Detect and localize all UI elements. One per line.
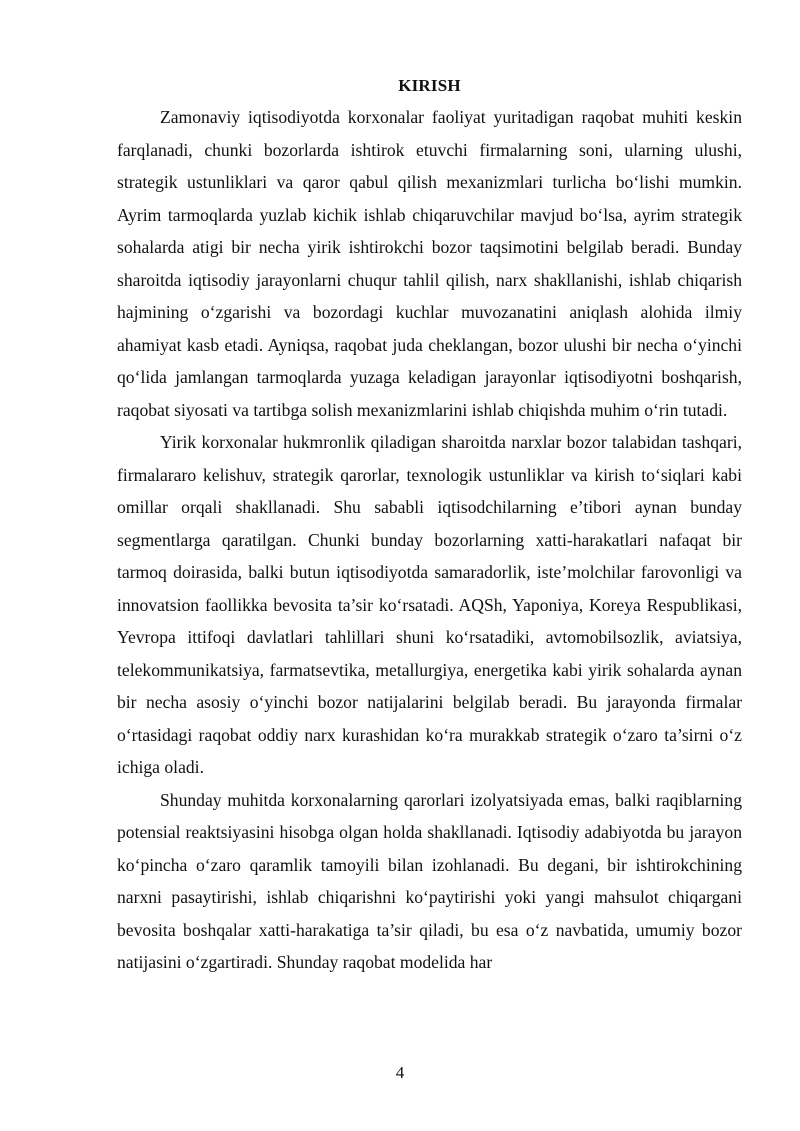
section-heading: KIRISH: [398, 76, 461, 95]
paragraph-3: Shunday muhitda korxonalarning qarorlari izolyatsiyada emas, balki raqiblarning potensial reaktsiyasini hisobga olgan holda shakllanadi. Iqtisodiy adabiyotda bu jarayon ko‘pincha o‘zaro qaramlik tamoyili bilan izohlanadi. Bu degani, bir ishtirokchining narxni pasaytirishi, ishlab chiqarishni ko‘paytirishi yoki yangi mahsulot chiqargani bevosita boshqalar xatti-harakatiga ta’sir qiladi, bu esa o‘z navbatida, umumiy bozor natijasini o‘zgartiradi. Shunday raqobat modelida har: [117, 789, 742, 972]
page-number: 4: [395, 1063, 405, 1082]
paragraph-1: Zamonaviy iqtisodiyotda korxonalar faoliyat yuritadigan raqobat muhiti keskin farqlanadi, chunki bozorlarda ishtirok etuvchi firmalarning soni, ularning ulushi, strategik ustunliklari va qaror qabul qilish mexanizmlari turlicha bo‘lishi mumkin. Ayrim tarmoqlarda yuzlab kichik ishlab chiqaruvchilar mavjud bo‘lsa, ayrim strategik sohalarda atigi bir necha yirik ishtirokchi bozor taqsimotini belgilab beradi. Bunday sharoitda iqtisodiy jarayonlarni chuqur tahlil qilish, narx shakllanishi, ishlab chiqarish hajmining o‘zgarishi va bozordagi kuchlar muvozanatini aniqlash alohida ilmiy ahamiyat kasb etadi. Ayniqsa, raqobat juda cheklangan, bozor ulushi bir necha o‘yinchi qo‘lida jamlangan tarmoqlarda yuzaga keladigan jarayonlar iqtisodiyotni boshqarish, raqobat siyosati va tartibga solish mexanizmlarini ishlab chiqishda muhim o‘rin tutadi.: [117, 107, 742, 420]
paragraph-2: Yirik korxonalar hukmronlik qiladigan sharoitda narxlar bozor talabidan tashqari, firmalararo kelishuv, strategik qarorlar, texnologik ustunliklar va kirish to‘siqlari kabi omillar orqali shakllanadi. Shu sababli iqtisodchilarning e’tibori aynan bunday segmentlarga qaratilgan. Chunki bunday bozorlarning xatti-harakatlari nafaqat bir tarmoq doirasida, balki butun iqtisodiyotda samaradorlik, iste’molchilar farovonligi va innovatsion faollikka bevosita ta’sir ko‘rsatadi. AQSh, Yaponiya, Koreya Respublikasi, Yevropa ittifoqi davlatlari tahlillari shuni ko‘rsatadiki, avtomobilsozlik, aviatsiya, telekommunikatsiya, farmatsevtika, metallurgiya, energetika kabi yirik sohalarda aynan bir necha asosiy o‘yinchi bozor natijalarini belgilab beradi. Bu jarayonda firmalar o‘rtasidagi raqobat oddiy narx kurashidan ko‘ra murakkab strategik o‘zaro ta’sirni o‘z ichiga oladi.: [117, 432, 742, 777]
page-content: [117, 70, 742, 979]
